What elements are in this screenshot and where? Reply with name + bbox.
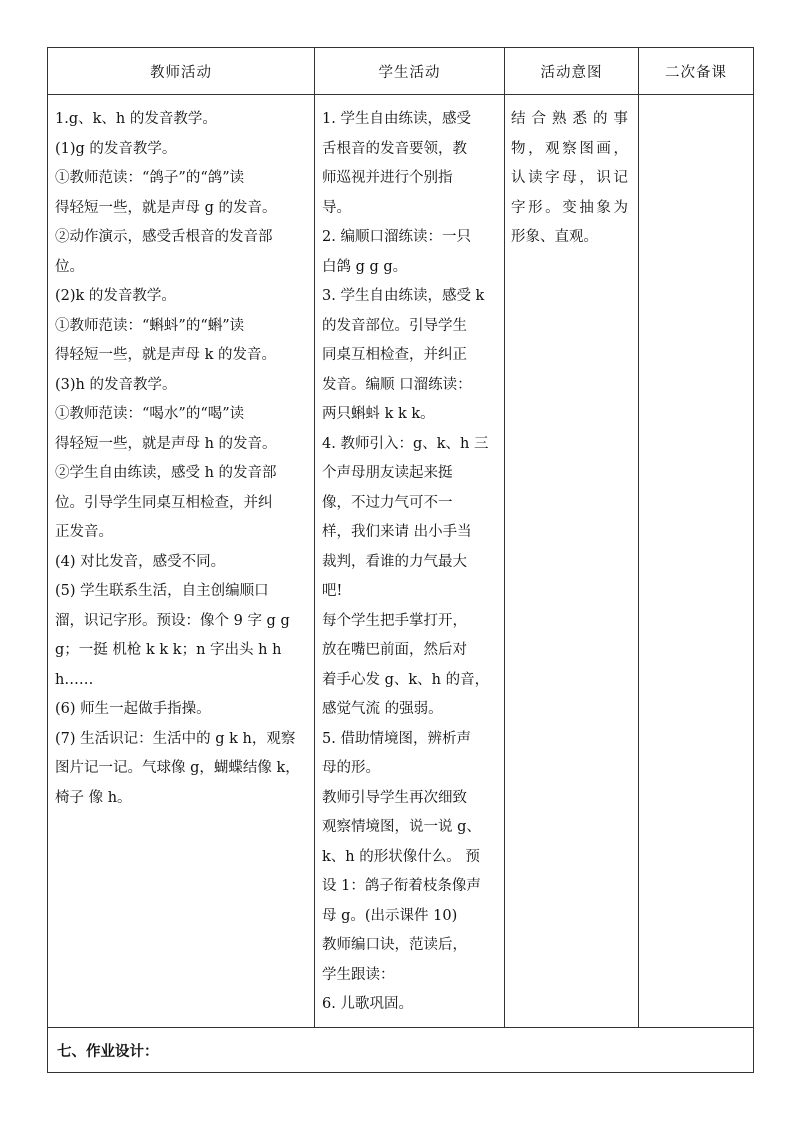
text-line: 感觉气流 的强弱。 bbox=[322, 701, 443, 717]
text-line: (2)k 的发音教学。 bbox=[55, 288, 176, 304]
text-line: 吧! bbox=[322, 583, 343, 599]
header-secondary-prep: 二次备课 bbox=[639, 48, 754, 95]
teacher-activity-cell bbox=[48, 95, 315, 1028]
text-line: 得轻短一些，就是声母 h 的发音。 bbox=[55, 435, 277, 452]
text-line: 的发音部位。引导学生 bbox=[322, 317, 467, 334]
secondary-prep-text bbox=[639, 95, 753, 105]
teacher-activity-text bbox=[48, 95, 314, 813]
text-line: 样，我们来请 出小手当 bbox=[322, 524, 472, 540]
text-line: h…… bbox=[55, 671, 94, 688]
text-line: (4) 对比发音，感受不同。 bbox=[55, 553, 226, 570]
header-activity-intent: 活动意图 bbox=[505, 48, 639, 95]
text-line: 发音。编顺 口溜练读： bbox=[322, 376, 472, 393]
text-line: 像，不过力气可不一 bbox=[322, 494, 453, 511]
text-line: 教师引导学生再次细致 bbox=[322, 789, 467, 806]
text-line: 导。 bbox=[322, 199, 351, 216]
text-line: 观察情境图，说一说 g、 bbox=[322, 819, 481, 835]
text-line: 5. 借助情境图，辨析声 bbox=[322, 730, 471, 747]
text-line: (1)g 的发音教学。 bbox=[55, 140, 177, 157]
text-line: 得轻短一些，就是声母 g 的发音。 bbox=[55, 199, 277, 216]
text-line: 图片记一记。气球像 g，蝴蝶结像 k， bbox=[55, 760, 300, 776]
text-line: (6) 师生一起做手指操。 bbox=[55, 701, 211, 717]
text-line: 位。引导学生同桌互相检查，并纠 bbox=[55, 494, 273, 511]
homework-label: 七、作业设计： bbox=[57, 1043, 159, 1060]
text-line: 1.g、k、h 的发音教学。 bbox=[55, 111, 217, 127]
text-line: 椅子 像 h。 bbox=[55, 789, 132, 806]
activity-intent-cell bbox=[505, 95, 639, 1028]
text-line: 个声母朋友读起来挺 bbox=[322, 465, 453, 481]
text-line: ②学生自由练读，感受 h 的发音部 bbox=[55, 465, 277, 481]
text-line: (3)h 的发音教学。 bbox=[55, 376, 177, 393]
text-line: 母 g。(出示课件 10) bbox=[322, 907, 458, 924]
student-activity-cell bbox=[315, 95, 505, 1028]
text-line: 每个学生把手掌打开， bbox=[322, 612, 467, 629]
text-line: ①教师范读：“鸽子”的“鸽”读 bbox=[55, 170, 245, 186]
text-line: ①教师范读：“蝌蚪”的“蝌”读 bbox=[55, 317, 245, 334]
content-row bbox=[48, 95, 754, 1028]
text-line: 2. 编顺口溜练读：一只 bbox=[322, 229, 471, 245]
activity-intent-text bbox=[505, 95, 638, 253]
text-line: 物，观察图画， bbox=[511, 140, 628, 157]
text-line: 白鸽 g g g。 bbox=[322, 258, 408, 275]
secondary-prep-cell bbox=[639, 95, 754, 1028]
text-line: 6. 儿歌巩固。 bbox=[322, 996, 413, 1012]
text-line: 设 1：鸽子衔着枝条像声 bbox=[322, 878, 481, 894]
text-line: 同桌互相检查，并纠正 bbox=[322, 347, 467, 363]
homework-cell bbox=[48, 1028, 754, 1073]
text-line: (5) 学生联系生活，自主创编顺口 bbox=[55, 583, 269, 599]
text-line: ①教师范读：“喝水”的“喝”读 bbox=[55, 406, 245, 422]
text-line: 两只蝌蚪 k k k。 bbox=[322, 406, 435, 422]
text-line: 着手心发 g、k、h 的音， bbox=[322, 671, 490, 688]
text-line: 字形。变抽象为 bbox=[511, 199, 628, 216]
text-line: 母的形。 bbox=[322, 760, 380, 776]
text-line: 3. 学生自由练读，感受 k bbox=[322, 288, 485, 304]
text-line: 舌根音的发音要领，教 bbox=[322, 140, 467, 157]
text-line: 学生跟读： bbox=[322, 966, 395, 983]
text-line: 1. 学生自由练读，感受 bbox=[322, 111, 471, 127]
text-line: 位。 bbox=[55, 258, 84, 275]
text-line: 教师编口诀，范读后， bbox=[322, 937, 467, 953]
text-line: 放在嘴巴前面，然后对 bbox=[322, 642, 467, 658]
text-line: ②动作演示，感受舌根音的发音部 bbox=[55, 229, 273, 245]
header-teacher-activity: 教师活动 bbox=[48, 48, 315, 95]
homework-row bbox=[48, 1028, 754, 1073]
text-line: g；一挺 机枪 k k k；n 字出头 h h bbox=[55, 642, 282, 658]
lesson-plan-table bbox=[47, 47, 754, 1073]
text-line: (7) 生活识记：生活中的 g k h，观察 bbox=[55, 730, 296, 747]
text-line: 认读字母，识记 bbox=[511, 170, 628, 186]
student-activity-text bbox=[315, 95, 504, 1020]
text-line: 结合熟悉的事 bbox=[511, 111, 628, 127]
text-line: 形象、直观。 bbox=[511, 229, 598, 245]
text-line: 溜，识记字形。预设：像个 9 字 g g bbox=[55, 612, 290, 629]
text-line: 正发音。 bbox=[55, 524, 113, 540]
header-row bbox=[48, 48, 754, 95]
text-line: 得轻短一些，就是声母 k 的发音。 bbox=[55, 347, 277, 363]
header-student-activity: 学生活动 bbox=[315, 48, 505, 95]
text-line: 师巡视并进行个别指 bbox=[322, 170, 453, 186]
text-line: 裁判，看谁的力气最大 bbox=[322, 553, 467, 570]
text-line: 4. 教师引入：g、k、h 三 bbox=[322, 435, 489, 452]
text-line: k、h 的形状像什么。 预 bbox=[322, 848, 480, 865]
